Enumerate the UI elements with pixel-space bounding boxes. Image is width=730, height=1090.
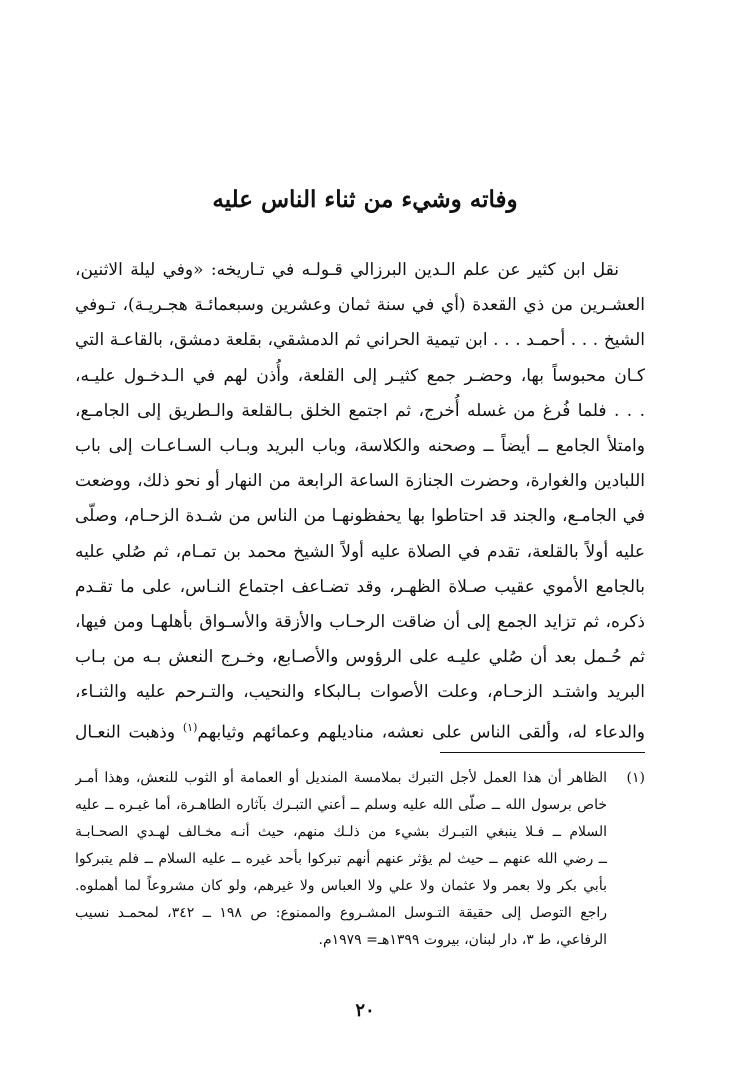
text-line: عليه أولاً بالقلعة، تقدم في الصلاة عليه أولاً الشيخ محمد بن تمـام، ثم صُلي عليه <box>75 541 645 562</box>
footnote-line: ــ رضي الله عنهم ــ حيث لم يؤثر عنهم أنهم تبركوا بأحد غيره ــ عليه السلام ــ فلم يتبركوا <box>75 851 607 867</box>
text-line: اللبادين والغوارة، وحضرت الجنازة الساعة الرابعة من النهار أو نحو ذلك، ووضعت <box>75 471 645 492</box>
text-line: الشيخ . . . أحمـد . . . ابن تيمية الحراني ثم الدمشقي، بقلعة دمشق، بالقاعـة التي <box>75 330 645 351</box>
chapter-title: وفاته وشيء من ثناء الناس عليه <box>212 186 518 213</box>
text-line: في الجامـع، والجند قد احتاطوا بها يحفظونهـا من الناس من شـدة الزحـام، وصلّى <box>75 506 645 527</box>
footnote-line: الظاهر أن هذا العمل لأجل التبرك بملامسة المنديل أو العمامة أو الثوب للنعش، وهذا أمـر <box>75 770 607 786</box>
text-line: العشـرين من ذي القعدة (أي في سنة ثمان وعشرين وسبعمائـة هجـريـة)، تـوفي <box>75 295 645 316</box>
footnote-line: بأبي بكر ولا بعمر ولا عثمان ولا علي ولا العباس ولا غيرهم، ولو كان مشروعاً لما أهملوه. <box>75 878 607 894</box>
text-line: بالجامع الأموي عقيب صـلاة الظهـر، وقد تضـاعف اجتماع النـاس، على ما تقـدم <box>75 576 645 597</box>
text-line: ذكره، ثم تزايد الجمع إلى أن ضاقت الرحـاب والأزقة والأسـواق بأهلهـا ومن فيها، <box>75 611 645 632</box>
text-line-last <box>75 710 645 745</box>
text-line: نقل ابن كثير عن علم الـدين البرزالي قـولـه في تـاريخه: «وفي ليلة الاثنين، <box>75 260 619 280</box>
text-line: البريد واشتـد الزحـام، وعلت الأصوات بـالبكاء والنحيب، والتـرحم عليه والثنـاء، <box>75 682 645 703</box>
text-line: ثم حُـمل بعد أن صُلي عليـه على الرؤوس والأصـابع، وخـرج النعش بـه من بـاب <box>75 647 645 668</box>
footnote-divider <box>440 752 645 753</box>
text-segment: وذهبت النعـال <box>75 723 176 744</box>
text-line: كـان محبوساً بها، وحضـر جمع كثيـر إلى القلعة، وأُذن لهم في الـدخـول عليـه، <box>75 365 645 386</box>
footnote <box>75 765 607 954</box>
text-line: . . . فلما فُرغ من غسله أُخرج، ثم اجتمع الخلق بـالقلعة والـطريق إلى الجامـع، <box>75 400 645 421</box>
main-text <box>75 253 645 746</box>
footnote-marker: (١) <box>626 770 645 786</box>
text-segment: والدعاء له، وألقى الناس على نعشه، مناديلهم وعمائهم وثيابهم <box>197 723 645 744</box>
footnote-line: خاص برسول الله ــ صلّى الله عليه وسلم ــ أعني التبـرك بآثاره الطاهـرة، أما غيـره ــ عليه <box>75 797 607 813</box>
footnote-line: راجع التوصل إلى حقيقة التـوسل المشـروع والممنوع: ص ١٩٨ ــ ٣٤٢، لمحمـد نسيب <box>75 905 607 921</box>
footnote-reference[interactable]: (١) <box>182 721 198 735</box>
text-line: وامتلأ الجامع ــ أيضاً ــ وصحنه والكلاسة، وباب البريد وبـاب السـاعـات إلى باب <box>75 435 645 456</box>
page-number: ٢٠ <box>355 1000 375 1021</box>
footnote-line: السلام ــ فـلا ينبغي التبـرك بشيء من ذلـك منهم، حيث أنـه مخـالف لهـدي الصحـابـة <box>75 824 607 840</box>
footnote-line: الرفاعي، ط ٣، دار لبنان، بيروت ١٣٩٩هـ= ١٩٧٩م. <box>318 932 607 948</box>
